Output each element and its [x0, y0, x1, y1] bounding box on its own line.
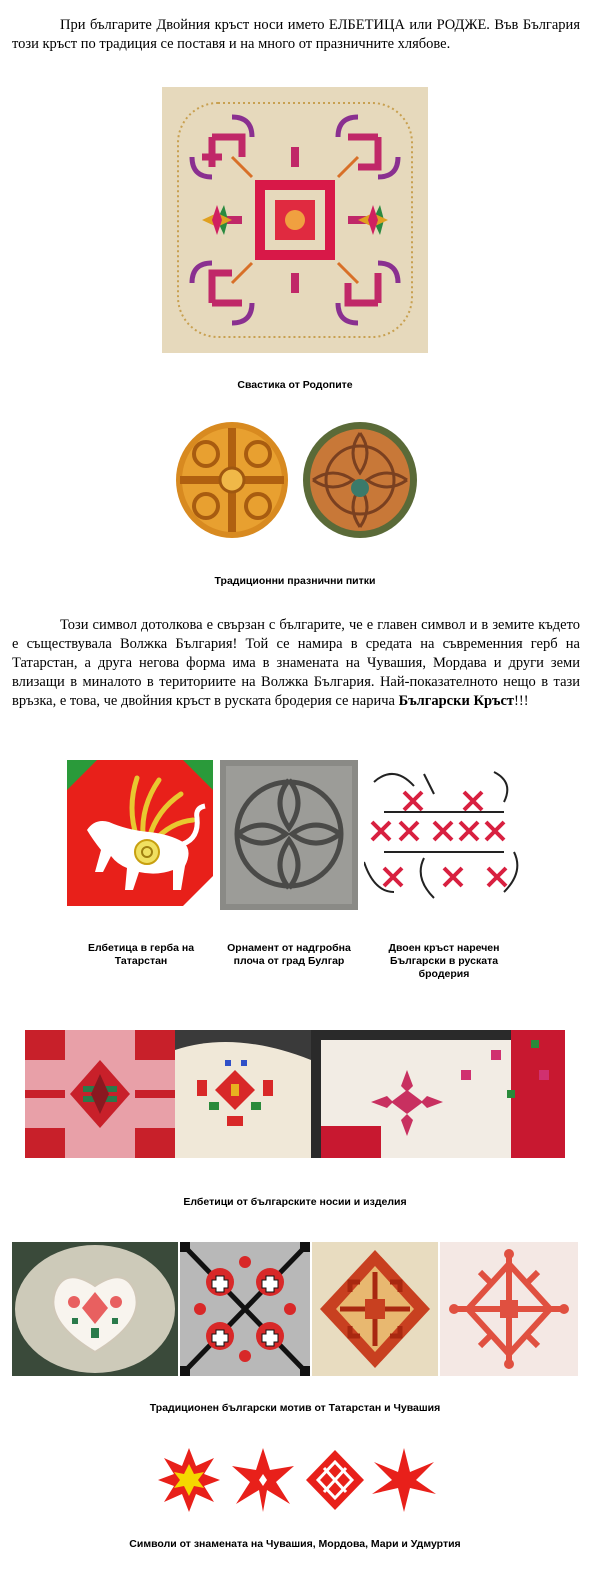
- flags-caption: Символи от знамената на Чувашия, Мордова, Мари и Удмуртия: [129, 1538, 461, 1550]
- festive-bread-ornament-image: [300, 418, 420, 542]
- tatar-embroidery-motif-image: [312, 1242, 438, 1376]
- mordovia-flag-symbol: [232, 1448, 294, 1512]
- rhodope-caption: Свастика от Родопите: [237, 379, 353, 391]
- bulgar-tombstone-ornament-image: [220, 760, 358, 910]
- rhodope-swastika-image: [162, 87, 428, 353]
- cross-pattern-chart-image: [180, 1242, 310, 1376]
- costumes-caption: Елбетици от българските носии и изделия: [183, 1196, 407, 1208]
- festive-bread-cross-image: [172, 418, 292, 542]
- tatarstan-caption: Елбетица в герба на Татарстан: [87, 942, 195, 967]
- tatarstan-coat-of-arms-image: [67, 760, 213, 906]
- volga-bulgaria-paragraph: [12, 616, 580, 711]
- bulgar-caption: Орнамент от надгробна плоча от град Булгар: [227, 942, 351, 967]
- intro-text: При българите Двойния кръст носи името ЕЛБЕТИЦА или РОДЖЕ. Във България този кръст по традиция се поставя и на много от празничните хлябове.: [12, 17, 580, 52]
- bulgarian-cross-term: Български Кръст: [398, 693, 515, 709]
- motif-caption: Традиционен български мотив от Татарстан и Чувашия: [149, 1402, 441, 1414]
- costume-dress-image: [311, 1030, 565, 1158]
- volga-text: Този символ дотолкова е свързан с българите, че е главен символ и в земите където е съществувала Волжка България! Той се намира в средата на съвременния герб на Татарстан, а друга негова форма има в знамената на Чувашия, Мордава и други земи влизащи в миналото в териториите на Волжка България. Най-показателното нещо в тази връзка, е това, че двойния кръст в руската бродерия се нарича: [12, 617, 580, 709]
- chuvash-motif-image: [440, 1242, 578, 1376]
- intro-paragraph: [12, 16, 580, 54]
- chuvash-flag-symbol: [158, 1448, 220, 1512]
- costume-embroidery-red-image: [25, 1030, 175, 1158]
- volga-text-end: !!!: [514, 693, 529, 709]
- russian-embroidery-diagram-image: [364, 762, 524, 912]
- breads-caption: Традиционни празнични питки: [214, 575, 376, 587]
- embroidery-caption: Двоен кръст наречен Български в руската бродерия: [388, 942, 500, 980]
- mari-flag-symbol: [304, 1448, 366, 1512]
- costume-sleeve-image: [175, 1030, 311, 1158]
- udmurtia-flag-symbol: [372, 1448, 436, 1512]
- lace-heart-motif-image: [12, 1242, 178, 1376]
